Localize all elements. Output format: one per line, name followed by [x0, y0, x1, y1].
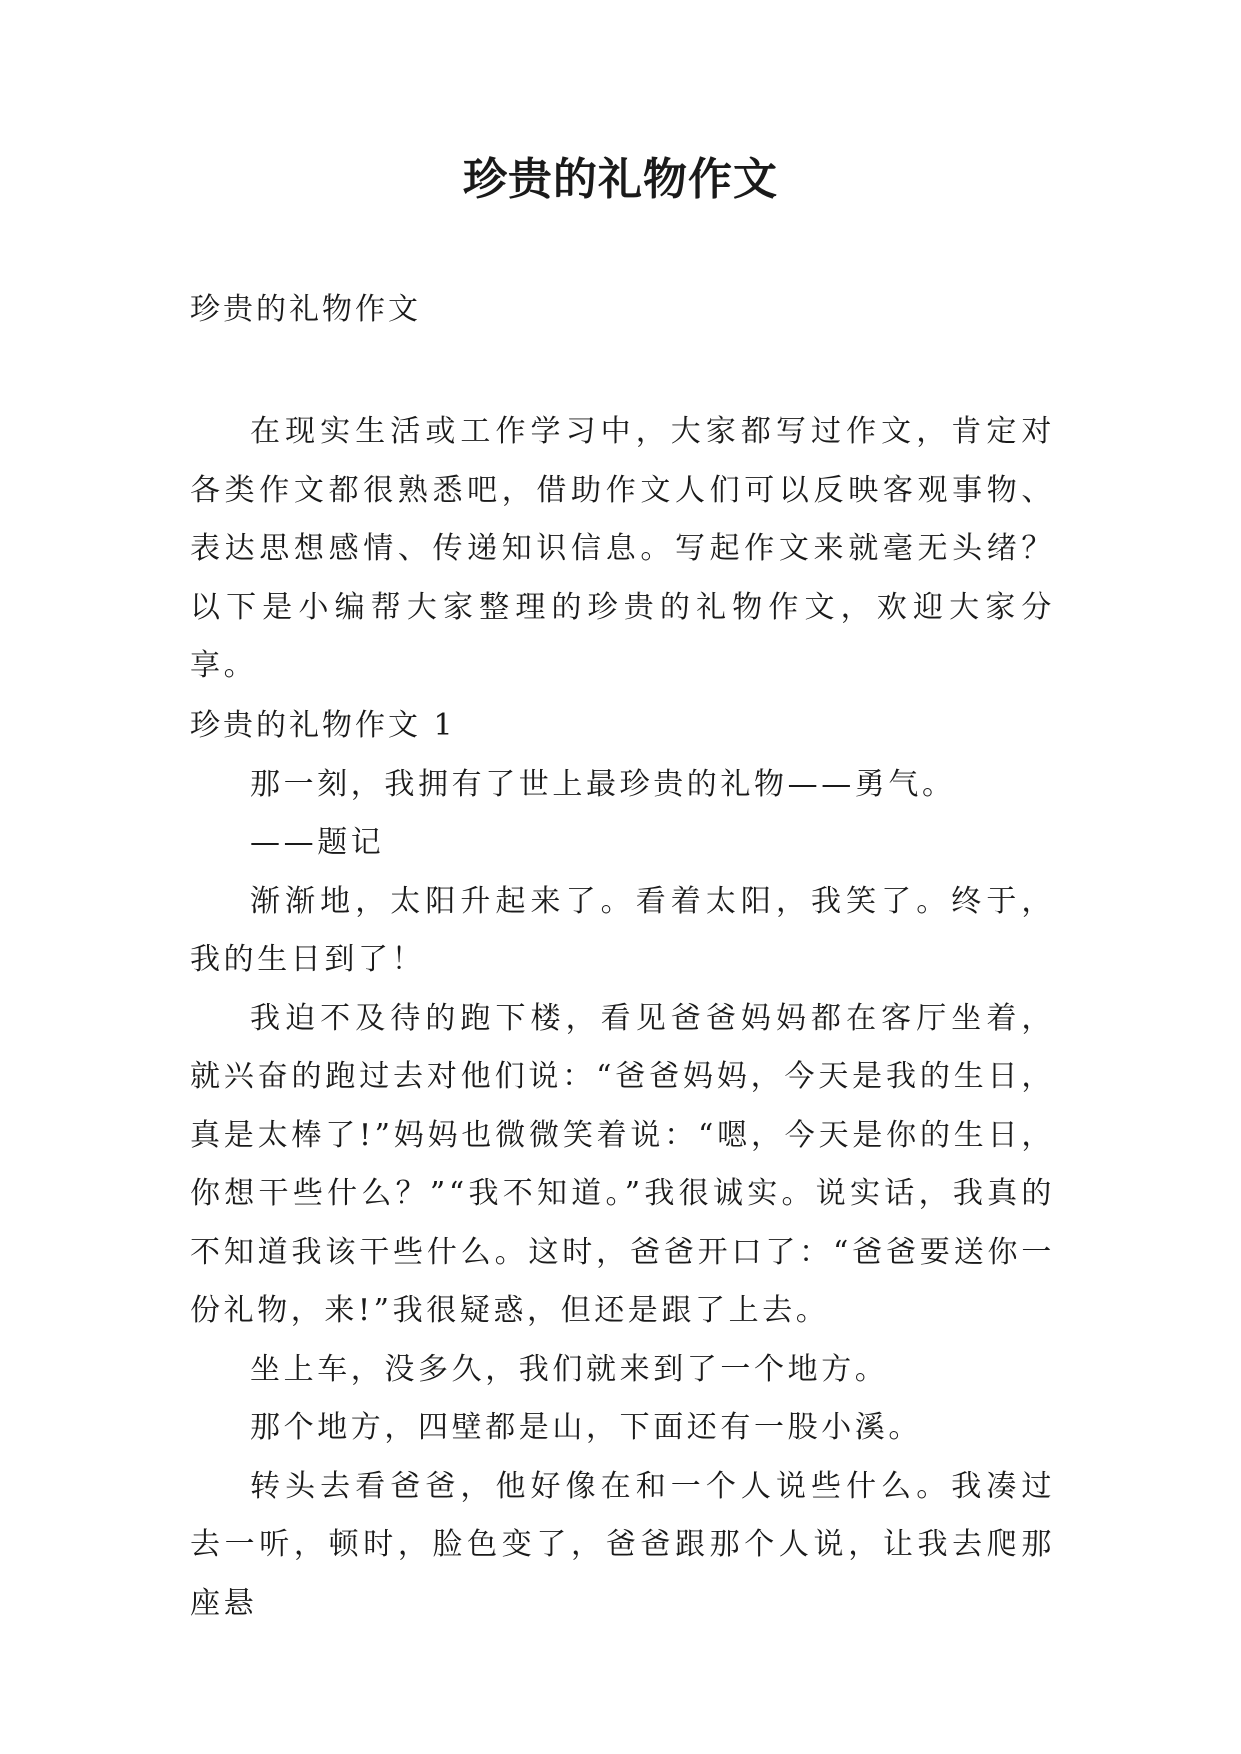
essay-paragraph: 转头去看爸爸，他好像在和一个人说些什么。我凑过去一听，顿时，脸色变了，爸爸跟那个人说，让我去爬那座悬 [190, 1468, 1055, 1621]
essay-heading: 珍贵的礼物作文 1 [190, 708, 456, 743]
essay-paragraph: ——题记 [250, 825, 385, 860]
document-subtitle: 珍贵的礼物作文 [190, 292, 421, 327]
intro-paragraph: 在现实生活或工作学习中，大家都写过作文，肯定对各类作文都很熟悉吧，借助作文人们可以反映客观事物、表达思想感情、传递知识信息。写起作文来就毫无头绪？以下是小编帮大家整理的珍贵的礼物作文，欢迎大家分享。 [190, 414, 1055, 683]
essay-paragraph: 坐上车，没多久，我们就来到了一个地方。 [250, 1351, 889, 1387]
essay-paragraph: 那一刻，我拥有了世上最珍贵的礼物——勇气。 [250, 766, 956, 802]
essay-paragraph: 渐渐地，太阳升起来了。看着太阳，我笑了。终于，我的生日到了！ [190, 883, 1055, 977]
essay-paragraph: 我迫不及待的跑下楼，看见爸爸妈妈都在客厅坐着，就兴奋的跑过去对他们说：“爸爸妈妈，今天是我的生日，真是太棒了!”妈妈也微微笑着说：“嗯，今天是你的生日，你想干些什么？”“我不知道。”我很诚实。说实话，我真的不知道我该干些什么。这时，爸爸开口了：“爸爸要送你一份礼物，来!”我很疑惑，但还是跟了上去。 [190, 1000, 1055, 1328]
document-title: 珍贵的礼物作文 [463, 154, 778, 205]
intro-section [190, 403, 1055, 696]
essay-paragraph: 那个地方，四壁都是山，下面还有一股小溪。 [250, 1410, 922, 1445]
essay-section [190, 697, 1055, 1633]
